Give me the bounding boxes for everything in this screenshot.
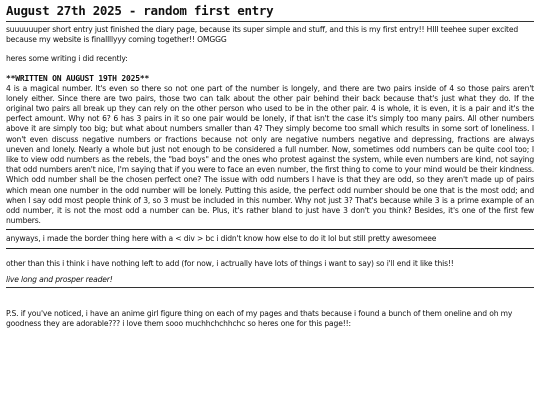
note-divider [6,248,534,249]
essay-text: 4 is a magical number. It's even so there so not one part of the number is longely, and there are two pairs inside of 4 so those pairs aren't lonely either. Since there are two pairs, those two can talk about the other pair behind their back because that's just what they do. If the original two pairs all break up they can rely on the other person who used to be in the other pair. 4 is whole, it is even, it is a pair and it's the perfect amount. Why not 6? 6 has 3 pairs in it so one pair would be lonely, if that isn't the case it's simply too many pairs. All other numbers above it are simply too big; but what about numbers smaller than 4? They simply become too small which results in some sort of loneliness. I won't even discuss negative numbers or fractions because not only are negative numbers negative and depressing, fractions are always uneven and lonely. Nearly a whole but just not enough to be considered a full number. Now, sometimes odd numbers can be quite cool too; I like to view odd numbers as the rebels, the "bad boys" and the ones who protest against the system, while even numbers are kind, not saying that odd numbers aren't nice, I'm saying that if you were to face an even number, the first thing to come to your mind would be their kindness. Which odd number shall be the chosen perfect one? The issue with odd numbers I have is that they are odd, so they aren't made up of pairs which mean one number in the odd number will be lonely. Putting this aside, the perfect odd number should be one that is the most odd; and when I say odd most people think of 3, so 3 must be included in this number. Why not just 3? That's because while 3 is a prime example of an odd number, it is not the most odd a number can be. Plus, it's rather bland to just have 3 don't you think? Besides, it's one of the first few numbers. [6,83,534,226]
postscript-text: P.S. if you've noticed, i have an anime girl figure thing on each of my pages and thats because i found a bunch of them oneline and oh my goodness they are adorable??? i love them sooo muchhchchhchc so heres one for this page!!: [6,309,513,329]
lead-in-text: heres some writing i did recently: [6,54,128,64]
signoff-text: live long and prosper reader! [6,274,113,284]
closing-text: other than this i think i have nothing left to add (for now, i actrually have lots of things i want to say) so i'll end it like this!! [6,258,454,268]
signoff-divider [6,287,534,288]
essay-border [6,229,534,230]
entry-title: August 27th 2025 - random first entry [6,3,274,18]
border-note: anyways, i made the border thing here with a < div > bc i didn't know how else to do it lol but still pretty awesomeee [6,234,437,244]
entry-intro: suuuuuuper short entry just finished the diary page, because its super simple and stuff, and this is my first entry!! HIII teehee super excited because my website is finallllyyy coming together!! OMGGG [6,25,519,45]
section-heading: **WRITTEN ON AUGUST 19TH 2025** [6,73,150,83]
title-divider [6,21,534,22]
diary-page [0,3,540,408]
